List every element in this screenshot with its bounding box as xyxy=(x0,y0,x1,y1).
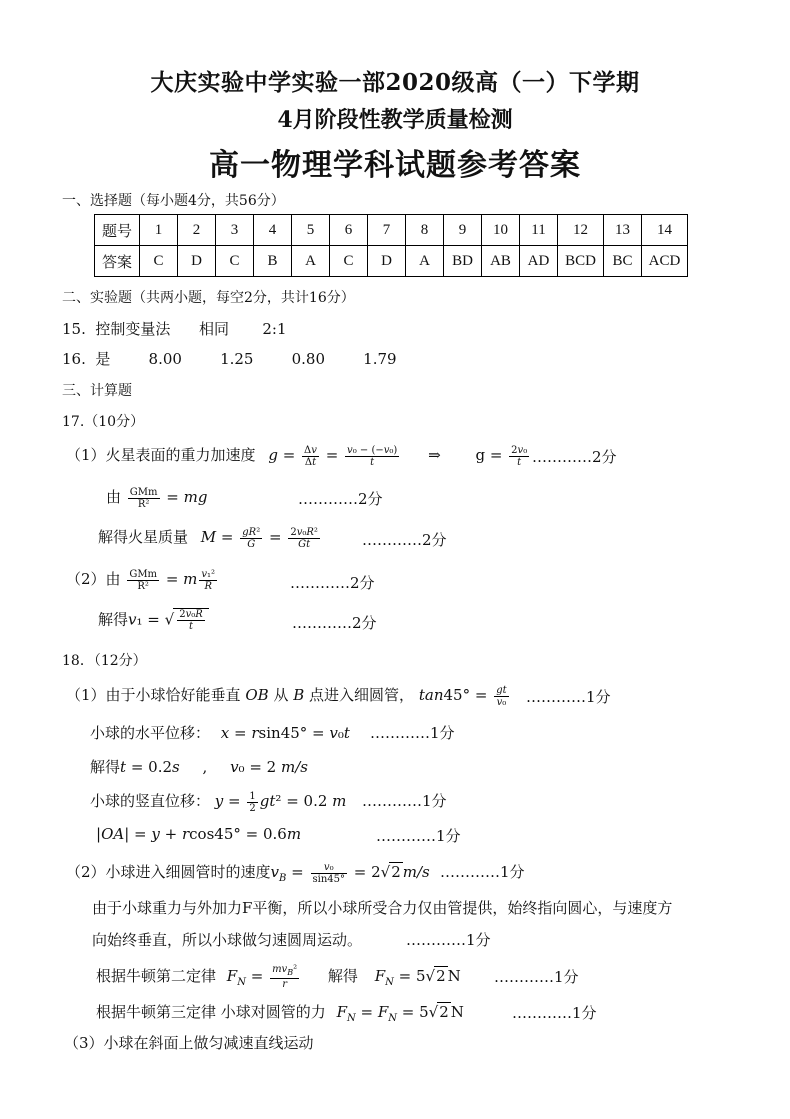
q18-step8 xyxy=(92,929,362,950)
q18-step6: （2）小球进入细圆管时的速度$v_B$ = $\frac{\text{v₀}}{\sin 45^\circ}$ = 2√2 m/s xyxy=(66,861,430,885)
q18-step1-text-b: 从 xyxy=(273,686,289,704)
q18-step9: 根据牛顿第二定律 $F_N$ = $\frac{mv_B^2}{r}$ 解得 $F_N = 5√2$ N xyxy=(96,964,461,990)
g-symbol: g xyxy=(475,446,486,464)
score-mark: …………1分 xyxy=(512,1004,597,1022)
table-cell: 2 xyxy=(178,215,216,246)
q18-step3: 解得t = 0.2s , v₀ = 2 m/s xyxy=(90,758,308,776)
q18-step1: （1）由于小球恰好能垂直 OB 从 B 点进入细圆管， tan45° = $\frac{gt}{\text{v₀}}$ xyxy=(66,684,507,708)
q18-header: 18．（12分） xyxy=(62,653,147,669)
table-cell: 8 xyxy=(406,215,444,246)
table-cell: A xyxy=(292,246,330,277)
table-cell: BC xyxy=(604,246,642,277)
q18-step8-text: 向始终垂直，所以小球做匀速圆周运动。 xyxy=(92,931,363,949)
table-cell: 3 xyxy=(216,215,254,246)
answer-table xyxy=(94,214,688,277)
q18-step4-text: 小球的竖直位移： xyxy=(90,792,211,810)
table-cell: BCD xyxy=(558,246,604,277)
answer-q15: 15. 控制变量法 相同 2:1 xyxy=(62,320,287,338)
score-mark: …………1分 xyxy=(370,724,455,742)
table-cell: 10 xyxy=(482,215,520,246)
table-cell: C xyxy=(330,246,368,277)
implies-symbol: ⇒ xyxy=(428,446,441,464)
table-cell: 13 xyxy=(604,215,642,246)
table-row-questions xyxy=(95,215,688,246)
doc-title-line1: 大庆实验中学实验一部2020级高（一）下学期 xyxy=(150,69,640,96)
table-cell: 14 xyxy=(642,215,688,246)
score-mark: …………2分 xyxy=(362,531,447,549)
table-cell: D xyxy=(368,246,406,277)
q18-step3-text: 解得 xyxy=(90,758,121,776)
section2-title: 二、实验题（共两小题，每空2分，共计16分） xyxy=(62,290,355,306)
table-cell: 11 xyxy=(520,215,558,246)
score-mark: …………1分 xyxy=(494,968,579,986)
q18-step1-text-c: 点进入细圆管， xyxy=(309,686,415,704)
q18-step2: 小球的水平位移： x = rsin45° = v₀t xyxy=(90,724,350,742)
table-cell: ACD xyxy=(642,246,688,277)
section3-title: 三、计算题 xyxy=(62,383,132,399)
q18-step10: 根据牛顿第三定律 小球对圆管的力 $F_N = F_N = 5√2$ N xyxy=(96,1003,464,1024)
q17-header: 17.（10分） xyxy=(62,414,145,430)
score-mark: …………2分 xyxy=(292,614,377,632)
q18-step9-text: 根据牛顿第二定律 xyxy=(96,967,217,985)
q17-step2: 由 $\frac{\text{GMm}}{\text{R²}}$ = mg xyxy=(106,486,208,510)
doc-title-line3: 高一物理学科试题参考答案 xyxy=(209,148,581,183)
q17-step3: 解得火星质量 M = $\frac{\text{gR²}}{G}$ = $\frac{\text{2v₀R²}}{Gt}$ xyxy=(98,526,318,550)
table-cell: 9 xyxy=(444,215,482,246)
q18-step2-text: 小球的水平位移： xyxy=(90,724,211,742)
q17-step1: （1）火星表面的重力加速度 g = $\frac{\Delta v}{\Delta t}$ = $\frac{\text{v₀ − (−v₀)}}{t}$ ⇒ g = $\frac{\text{2v₀}}{t}$ xyxy=(66,444,528,468)
q18-step9-text-b: 解得 xyxy=(327,967,358,985)
q18-step10-text: 根据牛顿第三定律 小球对圆管的力 xyxy=(96,1003,326,1021)
table-cell-label: 题号 xyxy=(95,215,140,246)
q17-step4-label: （2）由 xyxy=(66,570,121,588)
score-mark: …………1分 xyxy=(526,688,611,706)
table-cell: B xyxy=(254,246,292,277)
table-cell: 7 xyxy=(368,215,406,246)
q18-step1-text: （1）由于小球恰好能垂直 xyxy=(66,686,241,704)
doc-title-line2: 4月阶段性教学质量检测 xyxy=(277,107,513,133)
q17-step5: 解得v₁ = √ $\frac{\text{2v₀R}}{t}$ xyxy=(98,608,209,632)
q18-step11: （3）小球在斜面上做匀减速直线运动 xyxy=(64,1034,314,1052)
table-row-answers xyxy=(95,246,688,277)
table-cell-label: 答案 xyxy=(95,246,140,277)
q17-step3-label: 解得火星质量 xyxy=(98,528,189,546)
table-cell: C xyxy=(140,246,178,277)
table-cell: AD xyxy=(520,246,558,277)
table-cell: 6 xyxy=(330,215,368,246)
q18-step5: |OA| = y + rcos45° = 0.6m xyxy=(96,825,302,843)
table-cell: AB xyxy=(482,246,520,277)
q18-step6-text: （2）小球进入细圆管时的速度 xyxy=(66,863,271,881)
table-cell: C xyxy=(216,246,254,277)
answer-q16: 16. 是 8.00 1.25 0.80 1.79 xyxy=(62,350,397,368)
q17-step2-label: 由 xyxy=(106,488,122,506)
table-cell: 12 xyxy=(558,215,604,246)
score-mark: …………2分 xyxy=(298,490,383,508)
score-mark: …………1分 xyxy=(376,827,461,845)
q17-step5-label: 解得 xyxy=(98,610,129,629)
q18-step4: 小球的竖直位移： y = $\frac{1}{2}$ gt² = 0.2 m xyxy=(90,790,347,814)
score-mark: …………2分 xyxy=(532,448,617,466)
q17-step1-label: （1）火星表面的重力加速度 xyxy=(66,446,256,464)
table-cell: BD xyxy=(444,246,482,277)
score-mark: …………2分 xyxy=(290,574,375,592)
score-mark: …………1分 xyxy=(406,931,491,949)
q18-step7: 由于小球重力与外加力F平衡，所以小球所受合力仅由管提供，始终指向圆心，与速度方 xyxy=(92,899,673,917)
table-cell: A xyxy=(406,246,444,277)
section1-title: 一、选择题（每小题4分，共56分） xyxy=(62,193,285,209)
score-mark: …………1分 xyxy=(440,863,525,881)
table-cell: 5 xyxy=(292,215,330,246)
q17-step4: （2）由 $\frac{\text{GMm}}{\text{R²}}$ = m $\frac{\text{v₁²}}{R}$ xyxy=(66,568,216,592)
table-cell: 4 xyxy=(254,215,292,246)
score-mark: …………1分 xyxy=(362,792,447,810)
table-cell: 1 xyxy=(140,215,178,246)
table-cell: D xyxy=(178,246,216,277)
